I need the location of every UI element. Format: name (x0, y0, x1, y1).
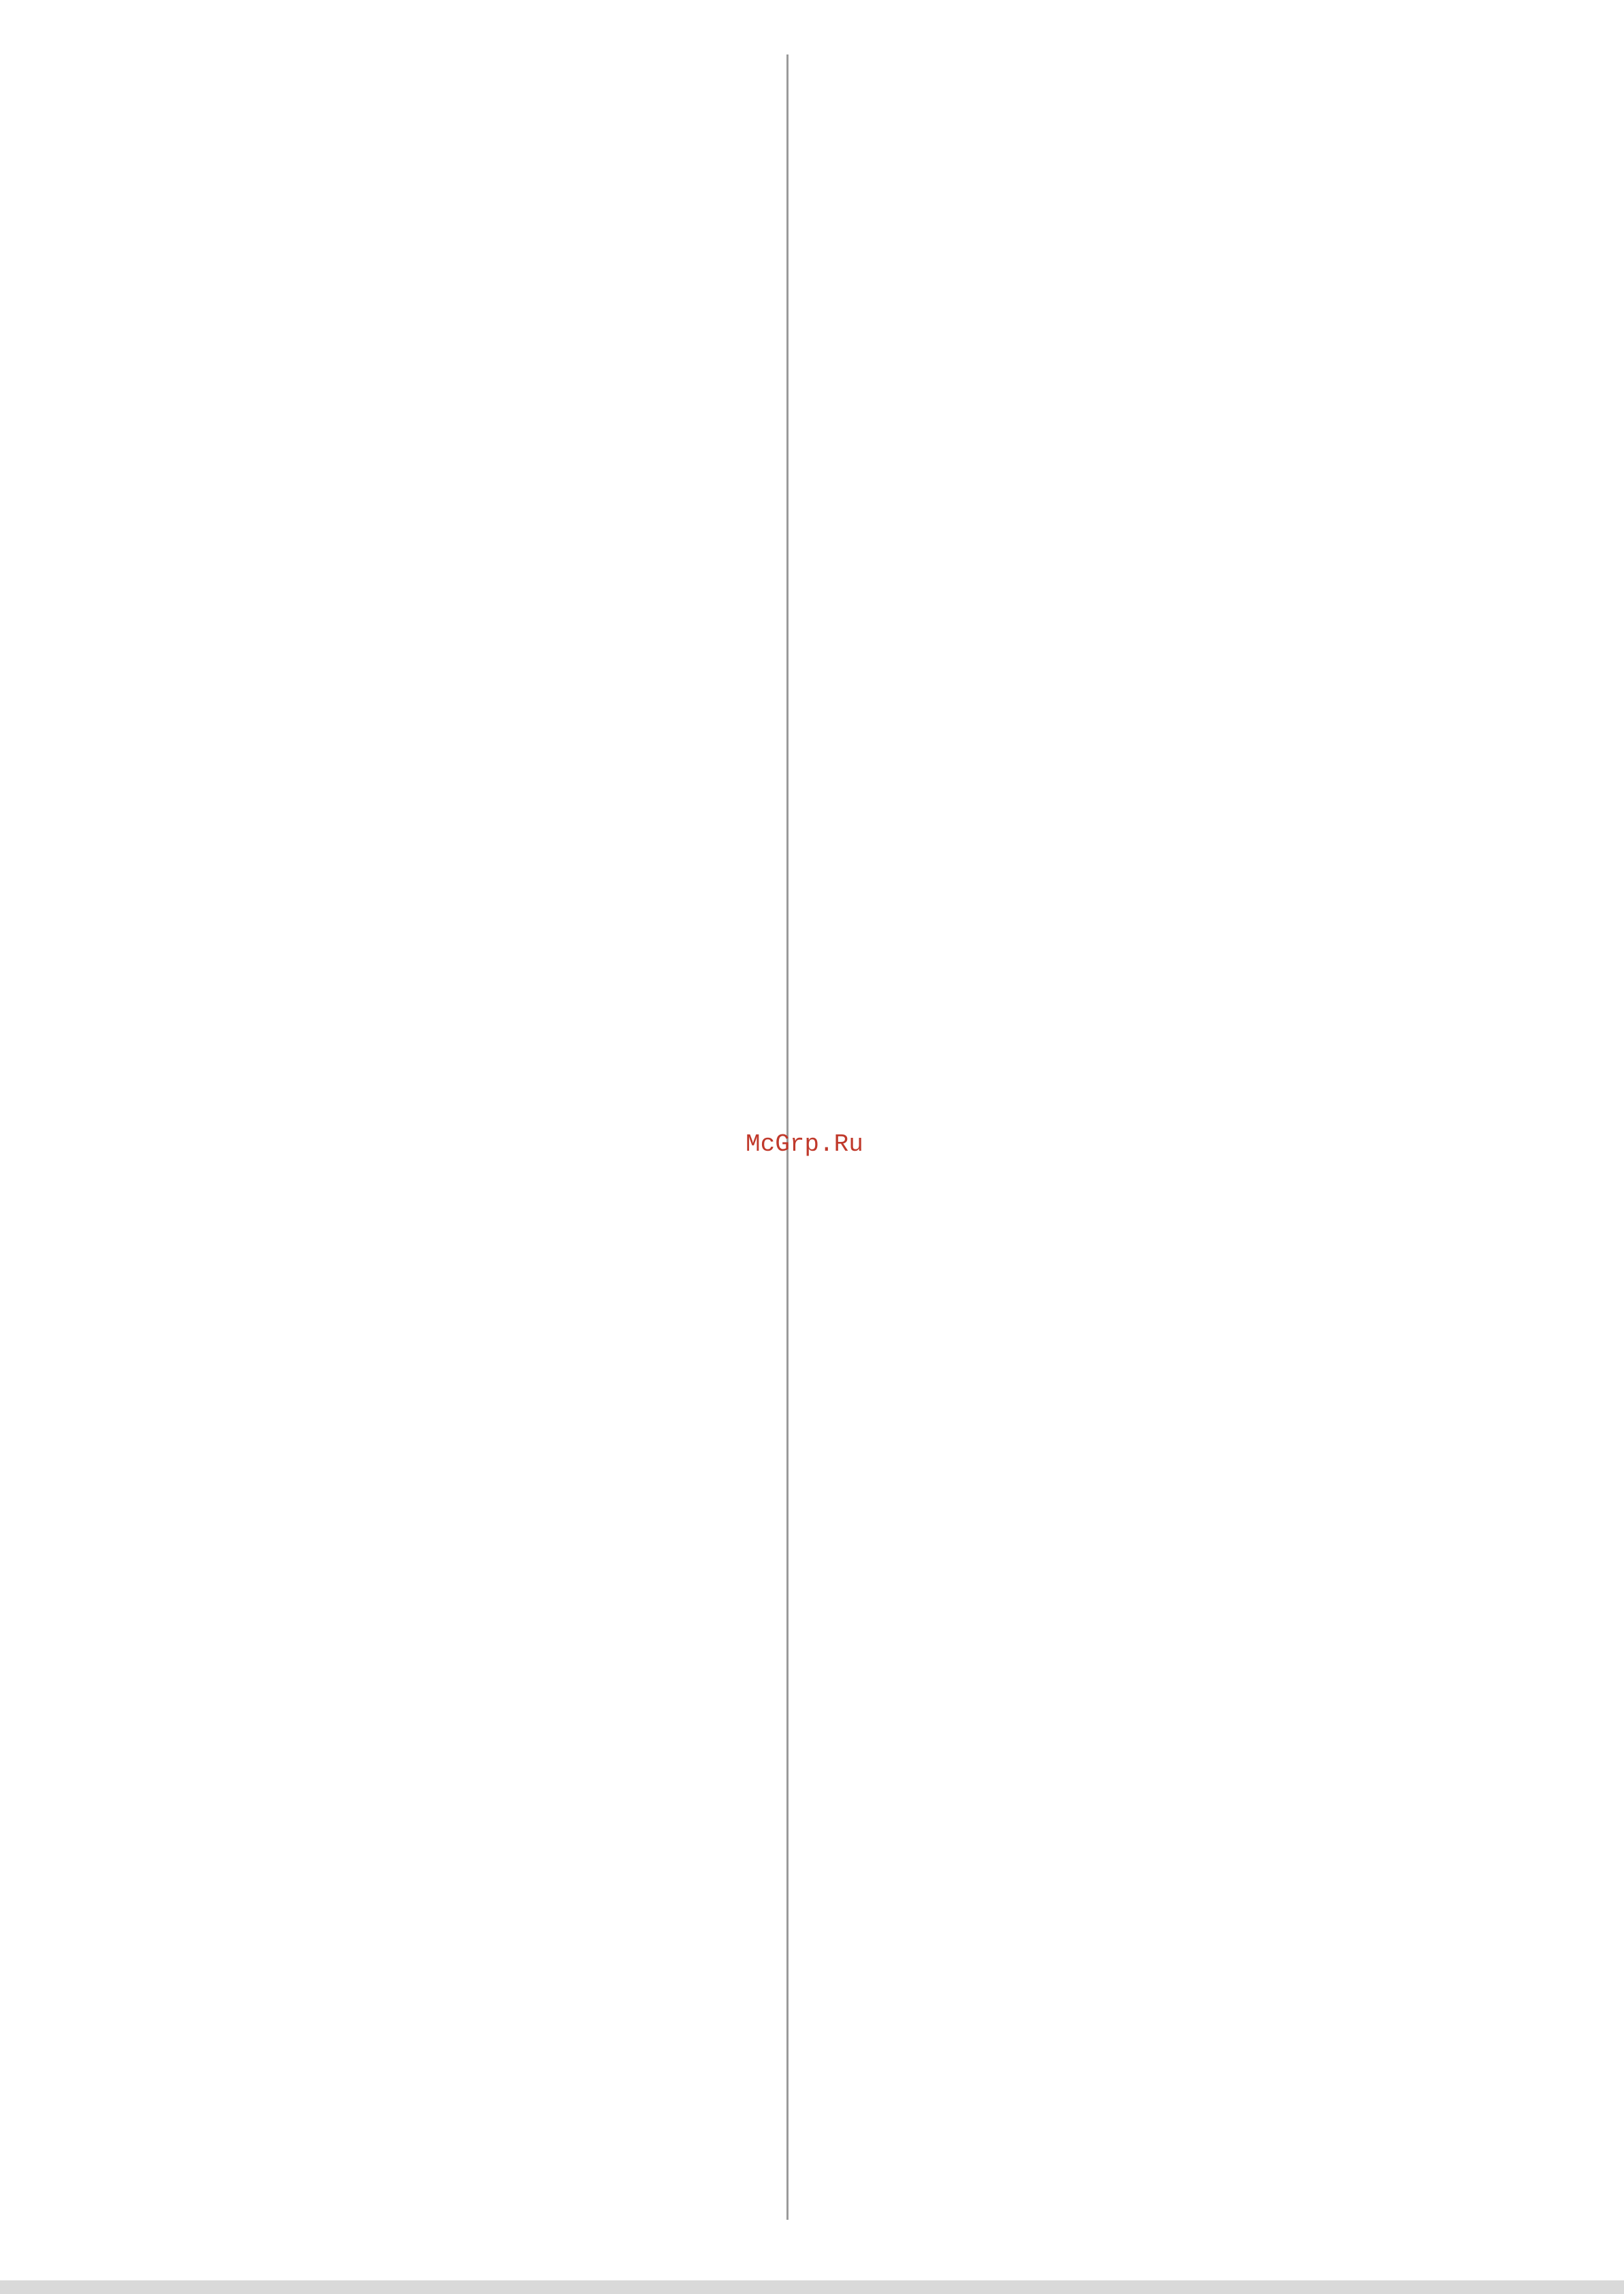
watermark: McGrp.Ru (746, 1130, 863, 1158)
scan-edge (0, 2280, 1624, 2294)
